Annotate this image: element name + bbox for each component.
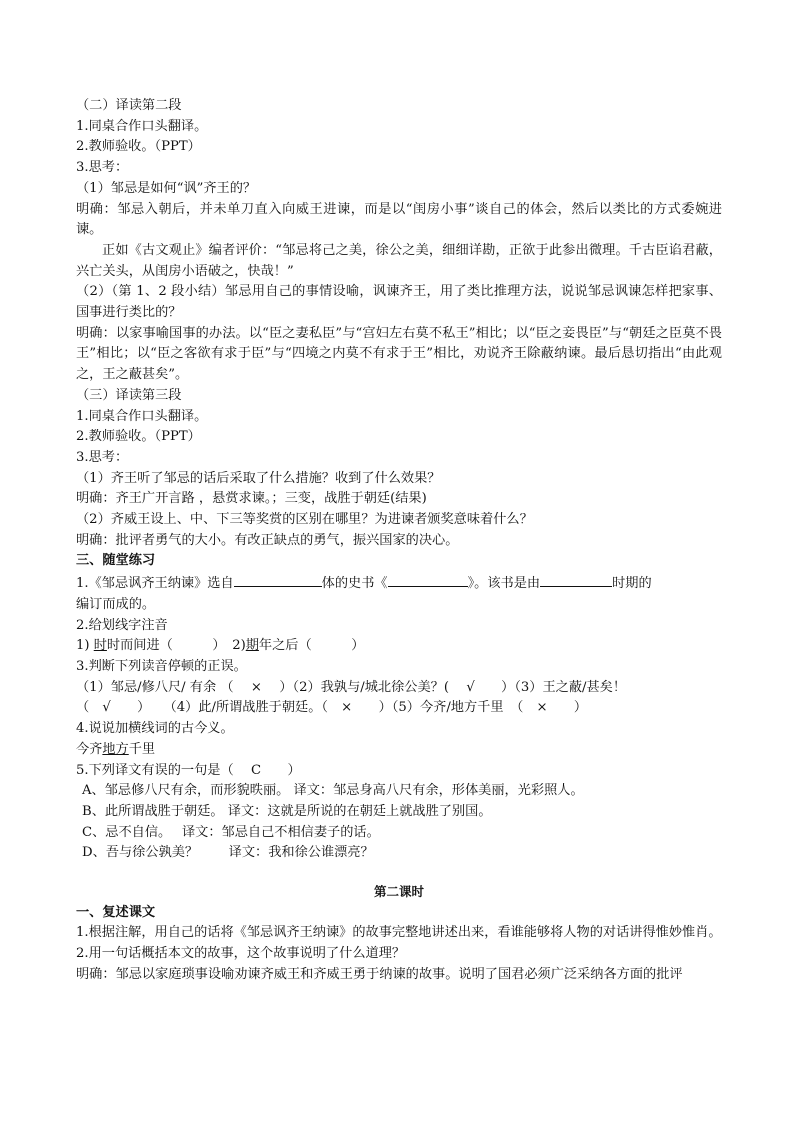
review-heading: 一、复述课文: [76, 904, 156, 920]
pinyin-question-items: 1) 时时而间进（ ） 2)期年之后（ ）: [76, 638, 365, 654]
option-d: D、吾与徐公孰美？ 译文：我和徐公谁漂亮？: [82, 845, 374, 861]
answer-line: 明确：齐王广开言路 ，悬赏求谏。；三变，战胜于朝廷(结果): [76, 491, 427, 507]
fill-blank-continuation: 编订而成的。: [76, 596, 156, 612]
question-paragraph: （2）（第 1、2 段小结）邹忌用自己的事情设喻，讽谏齐王，用了类比推理方法，说说邹忌讽谏怎样把家事、国事进行类比的？: [76, 284, 722, 321]
lesson-heading: 第二课时: [373, 884, 424, 900]
section-heading: （二）译读第二段: [76, 98, 182, 113]
answer-paragraph: 明确：以家事喻国事的办法。以“臣之妻私臣”与“宫妇左右莫不私王”相比；以“臣之妾畏臣”与“朝廷之臣莫不畏王”相比；以“臣之客欲有求于臣”与“四境之内莫不有求于王”相比，劝说齐王除蔽纳谏。最后恳切指出“由此观之，王之蔽甚矣”。: [76, 325, 722, 383]
step-line: 2.教师验收。（PPT）: [76, 429, 201, 445]
review-paragraph: 1.根据注解，用自己的话将《邹忌讽齐王纳谏》的故事完整地讲述出来，看谁能够将人物的对话讲得惟妙惟肖。: [76, 925, 722, 941]
option-a: A、邹忌修八尺有余，而形貌昳丽。 译文：邹忌身高八尺有余，形体美丽，光彩照人。: [82, 783, 584, 799]
option-b: B、此所谓战胜于朝廷。 译文：这就是所说的在朝廷上就战胜了别国。: [82, 803, 492, 819]
section-heading: （三）译读第三段: [76, 387, 182, 403]
answer-blank[interactable]: [388, 572, 468, 587]
pause-question-title: 3.判断下列读音停顿的正误。: [76, 658, 247, 674]
review-answer: 明确：邹忌以家庭琐事设喻劝谏齐威王和齐威王勇于纳谏的故事。说明了国君必须广泛采纳各方面的批评: [76, 966, 683, 982]
pause-question-row: （ √ ） （4）此/所谓战胜于朝廷。（ × ）（5）今齐/地方千里 （ × ）: [76, 700, 588, 716]
option-c: C、忌不自信。 译文：邹忌自己不相信妻子的话。: [82, 824, 380, 840]
answer-blank[interactable]: [234, 572, 322, 587]
answer-paragraph: 明确：邹忌入朝后，并未单刀直入向威王进谏，而是以“闺房小事”谈自己的体会，然后以类比的方式委婉进谏。: [76, 201, 722, 238]
step-line: 2.教师验收。（PPT）: [76, 139, 201, 155]
step-line: 1.同桌合作口头翻译。: [76, 408, 208, 424]
question-line: （1）邹忌是如何“讽”齐王的？: [76, 180, 257, 196]
word-meaning-item: 今齐地方千里: [76, 741, 156, 757]
word-meaning-title: 4.说说加横线词的古今义。: [76, 721, 234, 737]
step-line: 3.思考：: [76, 160, 129, 176]
pinyin-question-title: 2.给划线字注音: [76, 617, 168, 633]
practice-heading: 三、随堂练习: [76, 553, 156, 569]
question-line: （2）齐威王设上、中、下三等奖赏的区别在哪里？为进谏者颁奖意味着什么？: [76, 512, 533, 528]
fill-blank-question: 1.《邹忌讽齐王纳谏》选自 体的史书《 》。该书是由 时期的: [76, 572, 722, 595]
pause-question-row: （1）邹忌/修八尺/ 有余 （ × ）（2）我孰与/城北徐公美？( √ ）（3）王之蔽/甚矣！: [76, 679, 627, 695]
step-line: 1.同桌合作口头翻译。: [76, 118, 208, 134]
question-line: （1）齐王听了邹忌的话后采取了什么措施？收到了什么效果？: [76, 470, 441, 486]
translation-question-title: 5.下列译文有误的一句是（ C ）: [76, 762, 301, 778]
review-question: 2.用一句话概括本文的故事，这个故事说明了什么道理？: [76, 946, 406, 962]
quote-paragraph: 正如《古文观止》编者评价：“邹忌将己之美，徐公之美，细细详勘，正欲于此参出微理。千古臣谄君蔽，兴亡关头，从闺房小语破之，快哉！”: [76, 242, 722, 279]
spacer: [76, 864, 722, 882]
answer-blank[interactable]: [540, 572, 612, 587]
document-body: [76, 96, 722, 986]
step-line: 3.思考：: [76, 449, 129, 465]
answer-line: 明确：批评者勇气的大小。有改正缺点的勇气，振兴国家的决心。: [76, 532, 459, 548]
